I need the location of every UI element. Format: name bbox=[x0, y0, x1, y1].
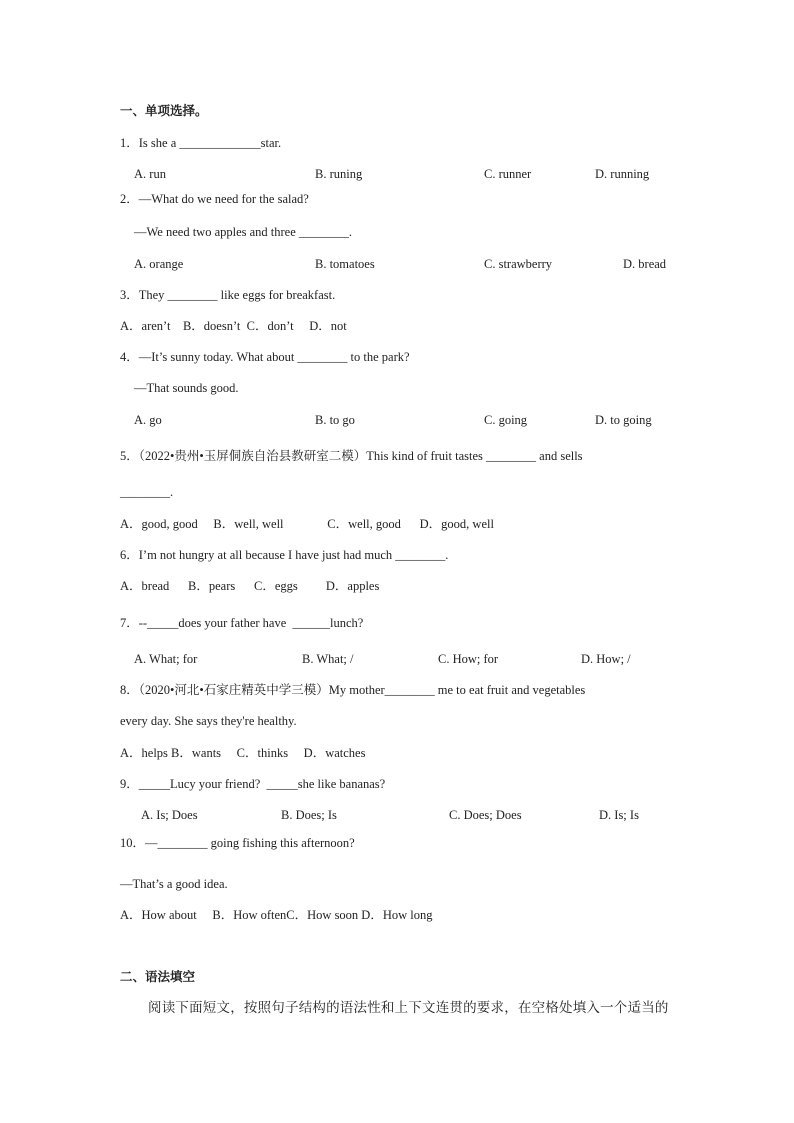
question-2-stem-2: —We need two apples and three ________. bbox=[134, 225, 353, 239]
q2-option-b: B. tomatoes bbox=[315, 257, 375, 271]
question-3-stem: 3．They ________ like eggs for breakfast. bbox=[120, 288, 336, 302]
q9-option-d: D. Is; Is bbox=[599, 808, 639, 822]
question-1-stem: 1．Is she a _____________star. bbox=[120, 136, 282, 150]
question-4-stem-2: —That sounds good. bbox=[134, 381, 239, 395]
question-9-stem: 9．_____Lucy your friend? _____she like bananas? bbox=[120, 777, 386, 791]
question-6-stem: 6．I’m not hungry at all because I have just had much ________. bbox=[120, 548, 449, 562]
q4-option-b: B. to go bbox=[315, 413, 355, 427]
q3-options: A．aren’t B．doesn’t C．don’t D．not bbox=[120, 319, 347, 333]
q1-option-b: B. runing bbox=[315, 167, 363, 181]
q7-option-b: B. What; / bbox=[302, 652, 354, 666]
question-7-stem: 7．--_____does your father have ______lunch? bbox=[120, 616, 364, 630]
question-5-stem-2: ________. bbox=[120, 485, 174, 499]
q7-option-c: C. How; for bbox=[438, 652, 499, 666]
q4-option-d: D. to going bbox=[595, 413, 652, 427]
question-8-stem: 8．（2020•河北•石家庄精英中学三模）My mother________ me to eat fruit and vegetables bbox=[120, 683, 586, 697]
q8-options: A．helps B．wants C．thinks D．watches bbox=[120, 746, 366, 760]
question-2-stem: 2．—What do we need for the salad? bbox=[120, 192, 309, 206]
q1-option-a: A. run bbox=[134, 167, 166, 181]
q9-option-c: C. Does; Does bbox=[449, 808, 522, 822]
section2-intro: 阅读下面短文，按照句子结构的语法性和上下文连贯的要求，在空格处填入一个适当的 bbox=[148, 1000, 669, 1016]
section2-heading: 二、语法填空 bbox=[120, 969, 196, 984]
q5-options: A．good, good B．well, well C．well, good D．good, well bbox=[120, 517, 494, 531]
q2-option-c: C. strawberry bbox=[484, 257, 553, 271]
section1-heading: 一、单项选择。 bbox=[120, 103, 208, 118]
q9-option-b: B. Does; Is bbox=[281, 808, 337, 822]
q2-option-a: A. orange bbox=[134, 257, 184, 271]
q1-option-c: C. runner bbox=[484, 167, 532, 181]
question-10-stem: 10．—________ going fishing this afternoon? bbox=[120, 836, 355, 850]
q7-option-a: A. What; for bbox=[134, 652, 198, 666]
q7-option-d: D. How; / bbox=[581, 652, 631, 666]
q9-option-a: A. Is; Does bbox=[141, 808, 198, 822]
question-5-stem: 5．（2022•贵州•玉屏侗族自治县教研室二模）This kind of fruit tastes ________ and sells bbox=[120, 449, 583, 463]
q4-option-c: C. going bbox=[484, 413, 528, 427]
question-4-stem: 4．—It’s sunny today. What about ________ to the park? bbox=[120, 350, 410, 364]
q1-option-d: D. running bbox=[595, 167, 650, 181]
q10-options: A．How about B．How oftenC．How soon D．How long bbox=[120, 908, 433, 922]
q6-options: A．bread B．pears C．eggs D．apples bbox=[120, 579, 380, 593]
q2-option-d: D. bread bbox=[623, 257, 667, 271]
q4-option-a: A. go bbox=[134, 413, 162, 427]
question-8-stem-2: every day. She says they're healthy. bbox=[120, 714, 297, 728]
question-10-stem-2: —That’s a good idea. bbox=[120, 877, 228, 891]
